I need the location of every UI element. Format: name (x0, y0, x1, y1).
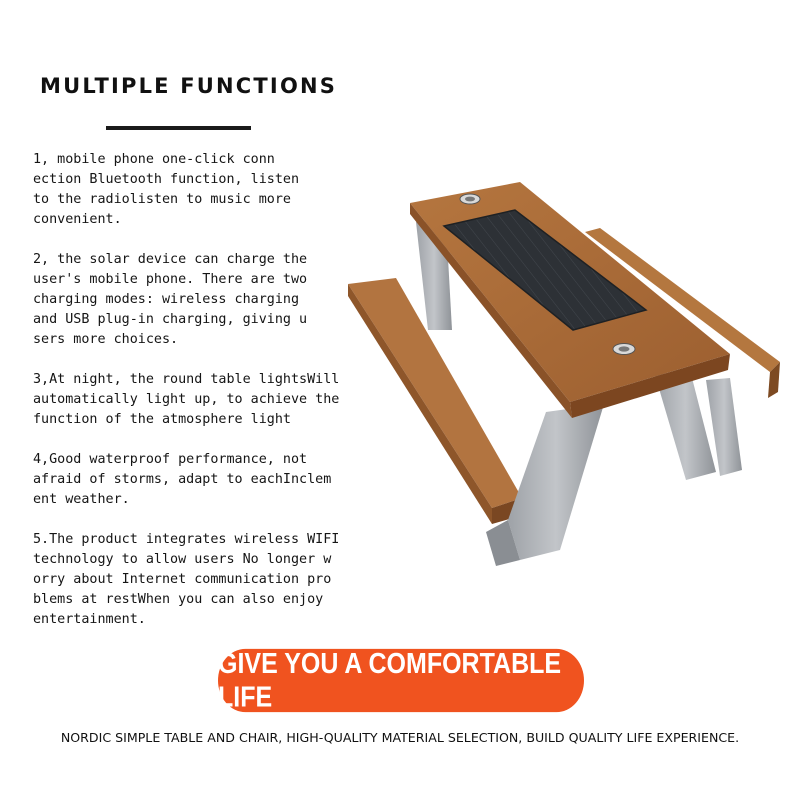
feature-text-line: 1, mobile phone one-click conn (33, 152, 275, 167)
feature-item (33, 450, 363, 510)
feature-text-line: 3,At night, the round table lightsWill (33, 372, 340, 387)
feature-item (33, 530, 363, 630)
feature-item (33, 250, 363, 350)
feature-text-line: blems at restWhen you can also enjoy (33, 592, 324, 607)
solar-picnic-table-illustration (340, 170, 780, 580)
feature-item (33, 150, 363, 230)
feature-text-line: charging modes: wireless charging (33, 292, 300, 307)
feature-text-line: sers more choices. (33, 332, 179, 347)
feature-text-line: convenient. (33, 212, 122, 227)
feature-text-line: orry about Internet communication pro (33, 572, 332, 587)
feature-list (33, 150, 363, 650)
feature-text-line: user's mobile phone. There are two (33, 272, 308, 287)
feature-text-line: 5.The product integrates wireless WIFI (33, 532, 340, 547)
feature-text-line: ent weather. (33, 492, 130, 507)
section-heading: MULTIPLE FUNCTIONS (40, 74, 338, 98)
feature-text-line: and USB plug-in charging, giving u (33, 312, 308, 327)
feature-text-line: ection Bluetooth function, listen (33, 172, 300, 187)
cta-banner: GIVE YOU A COMFORTABLE LIFE (218, 649, 584, 712)
feature-text-line: technology to allow users No longer w (33, 552, 332, 567)
feature-text-line: afraid of storms, adapt to eachInclem (33, 472, 332, 487)
feature-text-line: to the radiolisten to music more (33, 192, 291, 207)
feature-text-line: automatically light up, to achieve the (33, 392, 340, 407)
feature-text-line: 2, the solar device can charge the (33, 252, 308, 267)
feature-text-line: function of the atmosphere light (33, 412, 291, 427)
feature-item (33, 370, 363, 430)
heading-underline (106, 126, 251, 130)
feature-text-line: 4,Good waterproof performance, not (33, 452, 308, 467)
tagline: NORDIC SIMPLE TABLE AND CHAIR, HIGH-QUALITY MATERIAL SELECTION, BUILD QUALITY LIFE EXPERIENCE. (60, 730, 740, 745)
feature-text-line: entertainment. (33, 612, 146, 627)
